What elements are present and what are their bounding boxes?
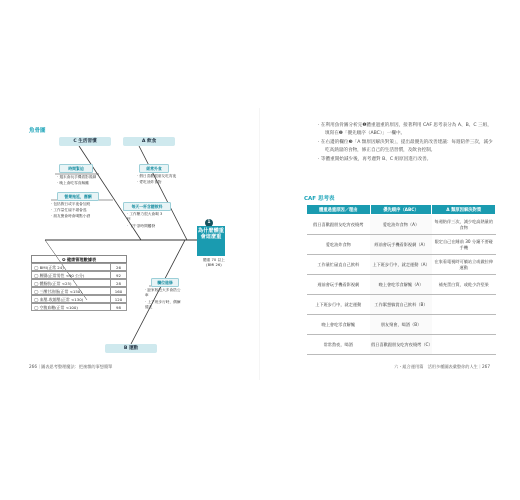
- sub-header-c-bottom: 營業拖延，應酬: [57, 192, 99, 201]
- caf-table: [306, 204, 496, 355]
- caf-cell: 常常熬夜，喝酒: [307, 335, 371, 355]
- item-c-bottom-3: ‧ 朋友聚會時會喝點小酒: [51, 214, 91, 218]
- health-row-value: 120: [111, 295, 127, 303]
- health-row-label: ◯ BMI(正常 24): [31, 263, 111, 271]
- caf-cell: [432, 295, 496, 315]
- health-row-label: ◯ 腰圍(正常男性 <90 公分): [31, 271, 111, 279]
- item-c-bottom-2: ‧ 工作量忙碌不堪會逃: [51, 208, 87, 212]
- caf-row: [307, 315, 496, 335]
- sub-header-b-top: 欄位進修: [151, 278, 179, 287]
- health-row-value: 98: [111, 303, 127, 311]
- bullet-paragraph: ‧ 在利用魚骨圖分析完❶體重過重的原因，接著利用 CAF 思考表分為 A、B、C 三組，填寫在❷「優先順序（ABC）」一欄中。: [318, 123, 492, 136]
- caf-cell: 假日喜歡跟朋友吃宵夜燒烤: [307, 215, 371, 235]
- weight-note-line-1: 體重 70 以上: [203, 258, 225, 262]
- caf-table-title: CAF 思考表: [304, 196, 335, 202]
- category-b: B 運動: [105, 344, 157, 353]
- caf-cell: 晚上會吃零食解饞（A）: [370, 275, 432, 295]
- item-a-top-2: ‧ 愛吃油炸食物: [137, 180, 162, 184]
- caf-cell: [432, 335, 496, 355]
- health-row-label: ◯ 體脂肪(正常 <25): [31, 279, 111, 287]
- bullet-paragraph: ‧ 在右邊的欄位❸「A 類原因解決對策」，提出最優先的改善建議：每週陪伴三次，減少吃高熱量的食物，修正自己的生活習慣，及飲食控制。: [318, 140, 493, 153]
- caf-row: [307, 235, 496, 255]
- health-row: [31, 279, 127, 287]
- health-row-label: ◯ 三酸甘油脂(正常 <150): [31, 287, 111, 295]
- bullet-paragraph: ‧ 等體重開始減少後，再考慮對 B、C 組原因進行改善。: [318, 157, 432, 162]
- instruction-bullets: [318, 122, 494, 165]
- caf-header-cell: A 類原因解決對策: [432, 205, 496, 215]
- caf-cell: 補充蛋白質，或乾少許堅果: [432, 275, 496, 295]
- health-row: [31, 303, 127, 311]
- caf-cell: [432, 315, 496, 335]
- section-label: 魚骨圖: [29, 128, 46, 134]
- caf-cell: 週前會玩手機看影視劇: [307, 275, 371, 295]
- caf-cell: 晚上會吃零食解饞: [307, 315, 371, 335]
- category-a: A 飲食: [123, 137, 175, 146]
- caf-cell: 在家看電視時可躺站立或做拉伸運動: [432, 255, 496, 275]
- caf-cell: 上下班步行中，就走運動: [307, 295, 371, 315]
- item-a-top-1: ‧ 假日喜歡跟朋友吃宵夜: [137, 174, 177, 178]
- caf-cell: 上下班步行中，就走運動（A）: [370, 255, 432, 275]
- health-row: [31, 287, 127, 295]
- item-b-1: ‧ 距家較近大多會搭公車: [145, 288, 181, 297]
- fishbone-head: 為什麼體重會這麼重: [197, 226, 225, 256]
- caf-cell: 工作量忙碌直自己飲料: [307, 255, 371, 275]
- caf-row: [307, 335, 496, 355]
- caf-cell: 工作累想犒賞自己飲料（B）: [370, 295, 432, 315]
- caf-row: [307, 215, 496, 235]
- item-a-bottom-2: ‧ 下午茶時間觸發: [127, 224, 156, 228]
- caf-row: [307, 255, 496, 275]
- caf-row: [307, 295, 496, 315]
- caf-cell: 經前會玩手機看影視劇（A）: [370, 235, 432, 255]
- category-c: C 生活習慣: [59, 137, 111, 146]
- weight-note: [203, 258, 225, 268]
- health-table-title: ❹ 健康管理數據表: [31, 255, 127, 263]
- health-row-value: 28: [111, 279, 127, 287]
- item-c-top-1: ‧ 週末會玩手機看影視劇: [57, 175, 97, 179]
- right-page: [260, 108, 502, 380]
- left-page: [17, 108, 259, 380]
- left-page-footer: 266｜圖表思考整理魔法：把複雜的事想簡單: [29, 364, 113, 369]
- caf-cell: 限定自己在睡前 30 分鐘不要碰手機: [432, 235, 496, 255]
- health-row-label: ◯ 空腹血糖(正常 <100): [31, 303, 111, 311]
- head-number-badge: 1: [205, 219, 213, 227]
- health-row-value: 160: [111, 287, 127, 295]
- health-row: [31, 295, 127, 303]
- caf-cell: 每週陪伴三次，減少吃高熱量的食物: [432, 215, 496, 235]
- item-b-2: ‧ 上下班步行時，偶爾健走: [145, 300, 181, 309]
- caf-header-row: [307, 205, 496, 215]
- caf-cell: 假日喜歡跟朋友吃宵夜燒烤（C）: [370, 335, 432, 355]
- health-row-value: 92: [111, 271, 127, 279]
- item-c-bottom-1: ‧ 包括假日或半夜會加班: [51, 202, 91, 206]
- health-row-label: ◯ 血壓-收縮壓(正常 <130): [31, 295, 111, 303]
- health-row: [31, 263, 127, 271]
- sub-header-a-top: 經常外食: [139, 164, 169, 173]
- right-page-footer: 六・組合運用篇 活用多種圖表彙整你的人生｜267: [394, 364, 490, 369]
- weight-note-line-2: (BMI 26): [206, 263, 222, 267]
- item-a-bottom-1: ‧ 工作壓力很大會喝 3 杯: [127, 212, 163, 221]
- caf-cell: 愛吃油炸食物（A）: [370, 215, 432, 235]
- caf-row: [307, 275, 496, 295]
- sub-header-c-top: 時間緊迫: [59, 164, 93, 173]
- caf-cell: 朋友聚會，喝酒（B）: [370, 315, 432, 335]
- sub-header-a-bottom: 每天一杯含糖飲料: [123, 202, 171, 211]
- health-row-value: 26: [111, 263, 127, 271]
- caf-header-cell: 優先順序（ABC）: [370, 205, 432, 215]
- caf-cell: 愛吃油炸食物: [307, 235, 371, 255]
- item-c-top-2: ‧ 晚上會吃零食解饞: [57, 181, 89, 185]
- caf-header-cell: 體重過重原因／理由: [307, 205, 371, 215]
- health-row: [31, 271, 127, 279]
